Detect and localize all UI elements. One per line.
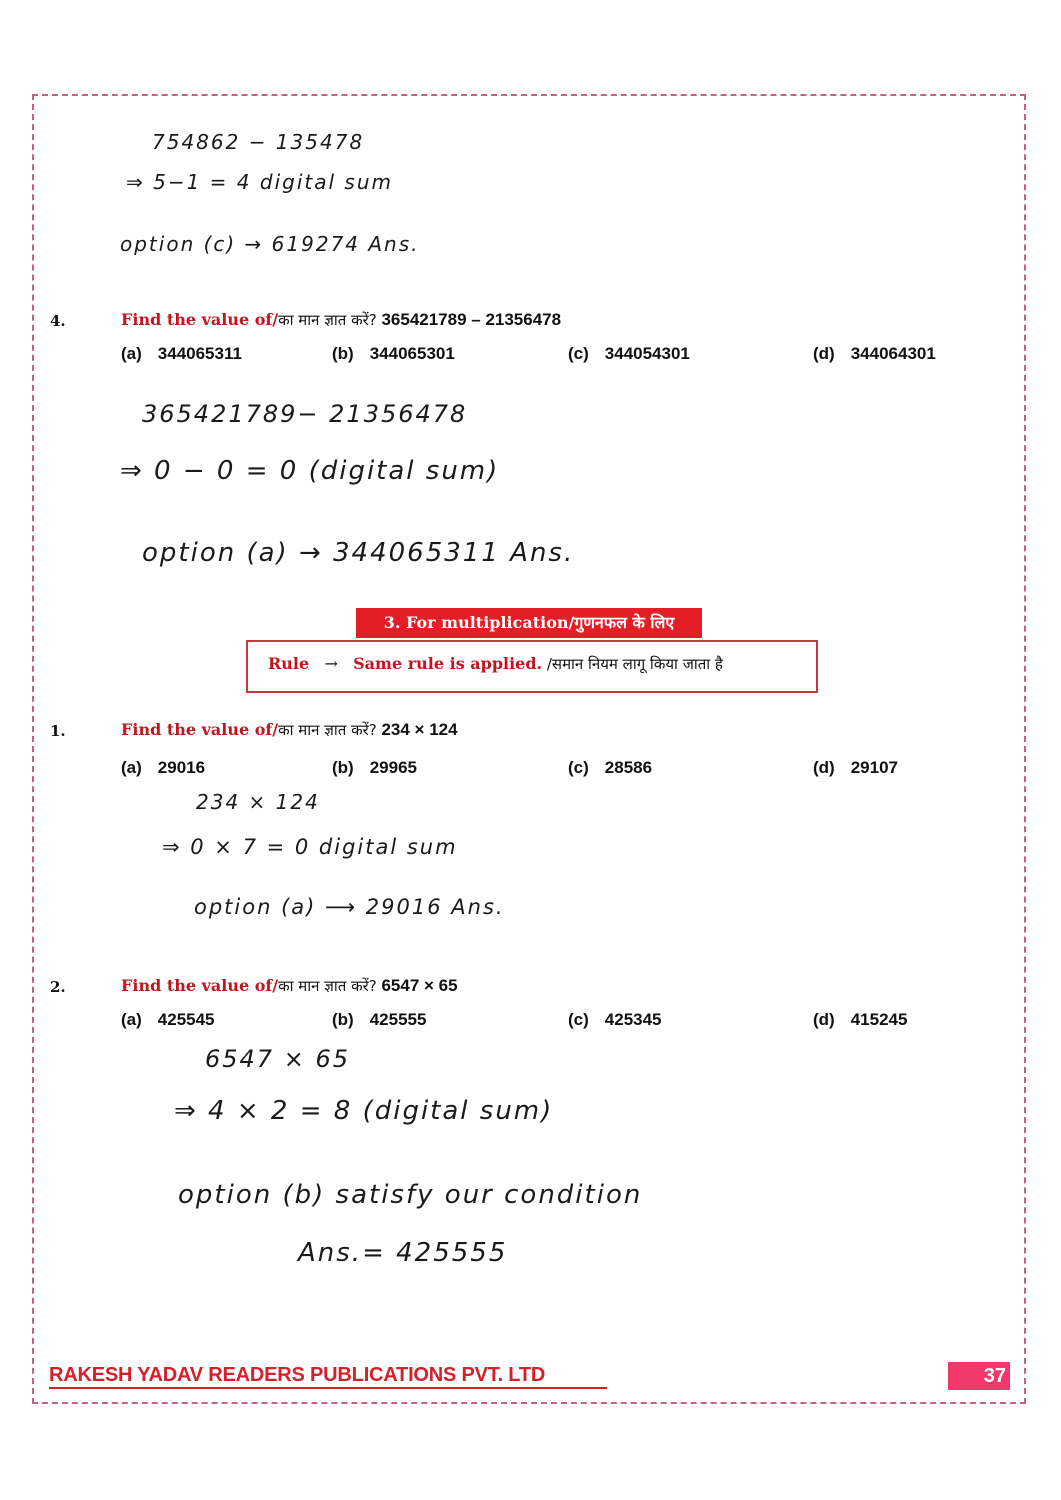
question-number: 2. [50,978,66,996]
question-expression: 6547 × 65 [381,976,458,995]
question-prompt: Find the value of/ [121,310,279,329]
option-d: (d) 29107 [813,758,898,777]
handwritten-prev-answer: option (c) → 619274 Ans. [120,232,420,256]
handwritten-m1-digital-sum: ⇒ 0 × 7 = 0 digital sum [162,835,458,859]
option-a: (a) 344065311 [121,344,242,363]
handwritten-q4-expression: 365421789− 21356478 [142,400,468,428]
handwritten-m2-expression: 6547 × 65 [205,1045,350,1073]
option-a: (a) 425545 [121,1010,215,1029]
option-a: (a) 29016 [121,758,206,777]
question-text [121,976,458,996]
option-b: (b) 425555 [332,1010,427,1029]
question-prompt: Find the value of/ [121,976,279,995]
rule-label: Rule [268,654,310,673]
question-text [121,720,458,740]
question-number: 1. [50,722,66,740]
handwritten-q4-digital-sum: ⇒ 0 − 0 = 0 (digital sum) [120,456,500,486]
publisher-name: RAKESH YADAV READERS PUBLICATIONS PVT. LTD [49,1364,607,1389]
question-text [121,310,561,330]
question-hindi: का मान ज्ञात करें? [278,721,382,739]
question-number: 4. [50,312,66,330]
options-row [121,758,981,780]
rule-box [246,640,818,693]
handwritten-m1-expression: 234 × 124 [196,790,320,814]
option-b: (b) 29965 [332,758,417,777]
question-hindi: का मान ज्ञात करें? [278,311,382,329]
handwritten-prev-expression: 754862 − 135478 [152,130,365,154]
option-c: (c) 344054301 [568,344,690,363]
handwritten-m1-answer: option (a) ⟶ 29016 Ans. [194,895,505,919]
section-heading-multiplication: 3. For multiplication/गुणनफल के लिए [356,608,702,638]
rule-line [268,654,723,674]
option-c: (c) 425345 [568,1010,662,1029]
arrow-right-icon: → [324,654,338,673]
option-c: (c) 28586 [568,758,653,777]
option-b: (b) 344065301 [332,344,455,363]
rule-hindi: /समान नियम लागू किया जाता है [542,655,723,673]
handwritten-m2-digital-sum: ⇒ 4 × 2 = 8 (digital sum) [174,1096,554,1126]
option-d: (d) 344064301 [813,344,936,363]
option-d: (d) 415245 [813,1010,908,1029]
question-prompt: Find the value of/ [121,720,279,739]
handwritten-m2-condition: option (b) satisfy our condition [178,1180,643,1210]
options-row [121,344,981,366]
page-number-badge: 37 [948,1362,1010,1390]
handwritten-prev-digital-sum: ⇒ 5−1 = 4 digital sum [126,170,393,194]
question-hindi: का मान ज्ञात करें? [278,977,382,995]
rule-text: Same rule is applied. [353,654,543,673]
options-row [121,1010,981,1032]
handwritten-q4-answer: option (a) → 344065311 Ans. [142,538,575,568]
handwritten-m2-answer: Ans.= 425555 [298,1238,508,1268]
question-expression: 234 × 124 [381,720,458,739]
question-expression: 365421789 – 21356478 [381,310,562,329]
